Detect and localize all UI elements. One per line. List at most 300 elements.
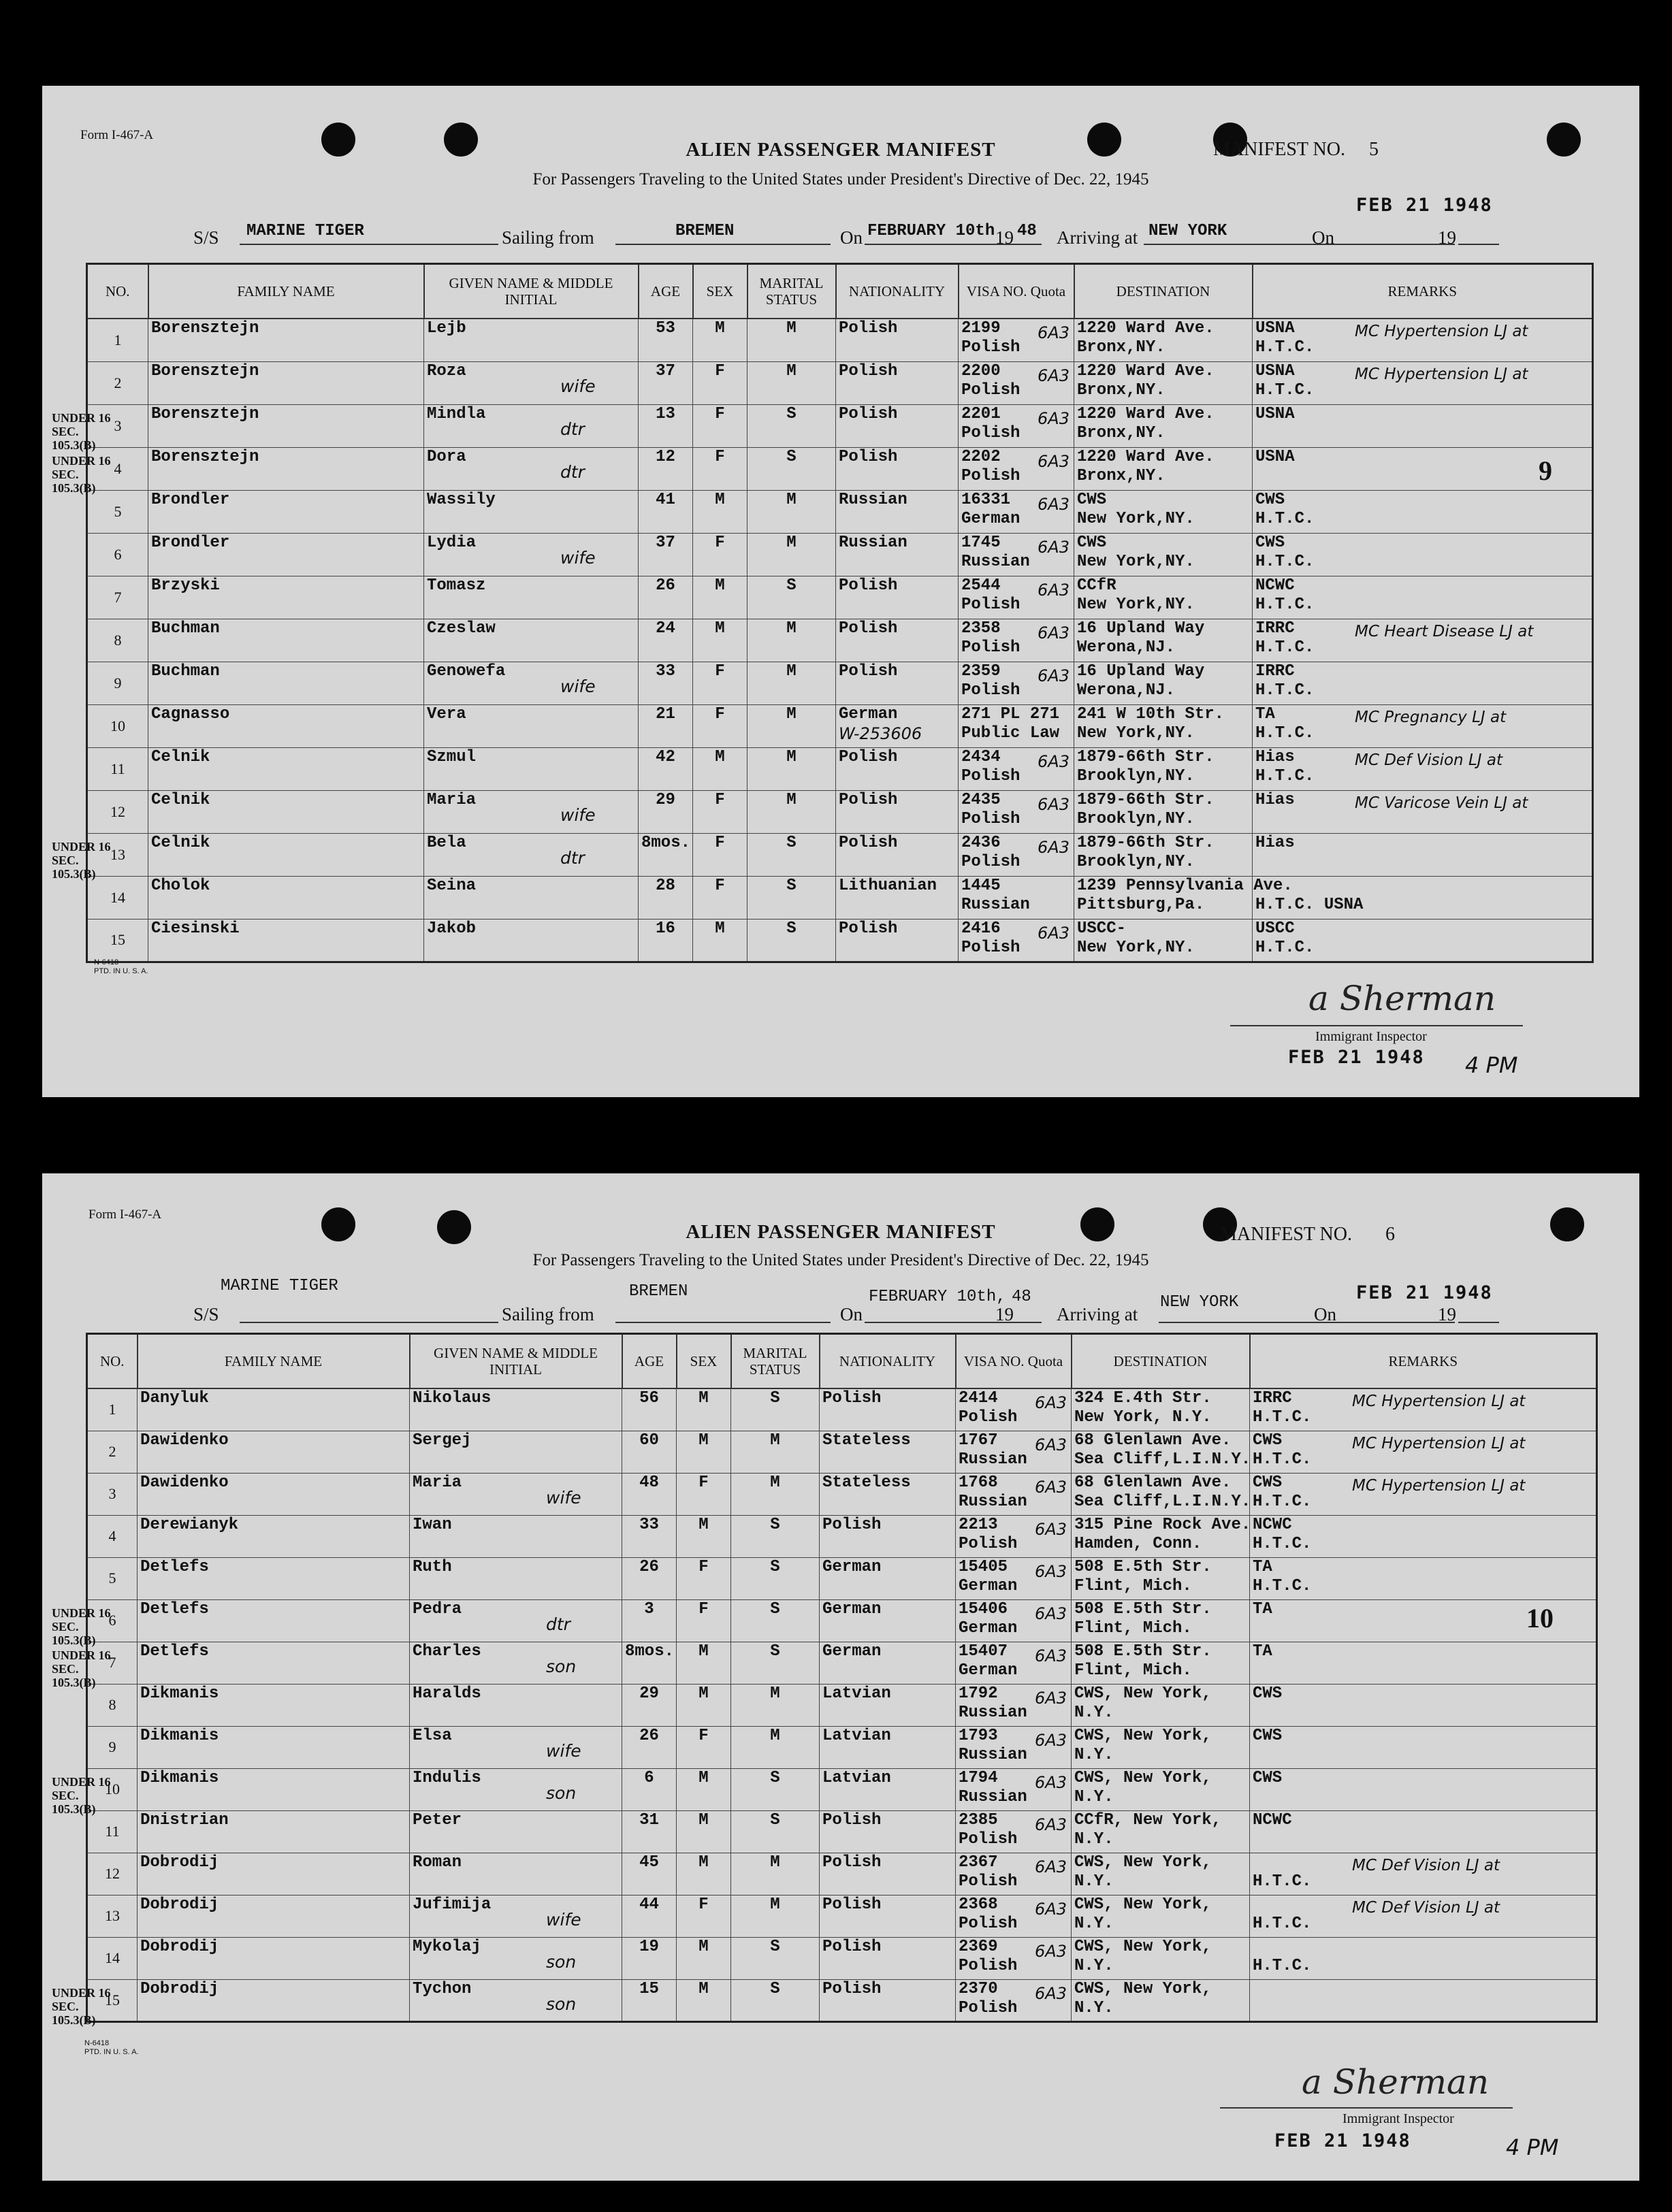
- cell-age-value: 28: [656, 876, 675, 895]
- cell-no: [87, 876, 148, 919]
- time-note: 4 PM: [1506, 2134, 1559, 2160]
- cell-remarks-value: CWS: [1253, 1726, 1283, 1745]
- cell-visa: [956, 1431, 1072, 1473]
- cell-remarks-value: CWS: [1253, 1473, 1283, 1492]
- cell-age: [639, 447, 693, 490]
- cell-given-name-value: Lejb: [427, 319, 466, 338]
- manifest-subtitle: For Passengers Traveling to the United States under President's Directive of Dec. 22, 1945: [532, 170, 1149, 189]
- passenger-table: [86, 1333, 1598, 2023]
- cell-destination-value: CWS: [1077, 490, 1107, 509]
- cell-sex-value: M: [698, 1642, 709, 1661]
- cell-sex: [677, 1388, 731, 1431]
- cell-marital-status: [731, 1895, 820, 1937]
- cell-visa: [956, 1557, 1072, 1599]
- table-row: [87, 1684, 1597, 1726]
- cell-remarks-value: USNA: [1255, 361, 1295, 380]
- cell-nationality: [820, 1557, 956, 1599]
- cell-age-value: 44: [639, 1895, 659, 1914]
- cell-destination-value: 16 Upland Way: [1077, 662, 1205, 681]
- visa-class-note: 6A3: [1038, 923, 1070, 943]
- cell-family-name: [138, 1810, 410, 1853]
- cell-destination-value: 1220 Ward Ave.: [1077, 447, 1215, 466]
- cell-age-value: 41: [656, 490, 675, 509]
- cell-sex-value: F: [715, 447, 725, 466]
- cell-age-value: 21: [656, 704, 675, 723]
- cell-marital-status-value: S: [770, 1389, 780, 1408]
- cell-family-name: [148, 833, 424, 876]
- cell-destination-value: CWS: [1077, 533, 1107, 552]
- cell-nationality: [820, 1810, 956, 1853]
- cell-destination: [1072, 1810, 1250, 1853]
- cell-destination-value: CWS, New York,: [1074, 1684, 1212, 1703]
- cell-age-value: 60: [639, 1431, 659, 1450]
- cell-visa: [956, 1515, 1072, 1557]
- cell-nationality: [836, 876, 959, 919]
- cell-given-name: [410, 1599, 622, 1642]
- cell-sex: [693, 361, 747, 404]
- cell-remarks-value: CWS: [1255, 490, 1285, 509]
- cell-no: [87, 1473, 138, 1515]
- relation-note: son: [546, 1656, 577, 1676]
- cell-family-name: [148, 533, 424, 576]
- manifest-title: ALIEN PASSENGER MANIFEST: [686, 1221, 996, 1243]
- cell-family-name-value: Derewianyk: [140, 1515, 239, 1534]
- header-family-name: FAMILY NAME: [138, 1334, 410, 1389]
- cell-visa-value: 2385: [959, 1810, 998, 1829]
- cell-remarks: [1250, 1810, 1597, 1853]
- cell-family-name-value: Buchman: [151, 662, 220, 681]
- cell-no: [87, 919, 148, 962]
- cell-visa-line2: Russian: [959, 1492, 1027, 1511]
- cell-marital-status-value: M: [770, 1853, 780, 1872]
- cell-nationality-value: Polish: [839, 619, 898, 638]
- cell-remarks: [1253, 404, 1593, 447]
- cell-marital-status: [747, 919, 836, 962]
- cell-family-name: [148, 919, 424, 962]
- cell-remarks: [1250, 1557, 1597, 1599]
- cell-family-name-value: Dnistrian: [140, 1810, 229, 1829]
- cell-family-name-value: Brzyski: [151, 576, 220, 595]
- cell-marital-status-value: M: [770, 1726, 780, 1745]
- header-sex: SEX: [693, 264, 747, 319]
- cell-nationality: [836, 919, 959, 962]
- cell-family-name-value: Dawidenko: [140, 1431, 229, 1450]
- cell-sex-value: F: [715, 876, 725, 895]
- cell-remarks: [1253, 662, 1593, 704]
- cell-visa: [956, 1853, 1072, 1895]
- date-stamp-top: FEB 21 1948: [1356, 195, 1493, 216]
- cell-age-value: 33: [639, 1515, 659, 1534]
- relation-note: wife: [546, 1909, 581, 1930]
- relation-note: son: [546, 1783, 577, 1803]
- cell-marital-status-value: S: [770, 1557, 780, 1576]
- cell-destination: [1074, 447, 1253, 490]
- cell-destination-value: CWS, New York,: [1074, 1853, 1212, 1872]
- inspector-label: Immigrant Inspector: [1315, 1029, 1427, 1044]
- cell-visa-value: 2358: [961, 619, 1001, 638]
- cell-visa: [956, 1684, 1072, 1726]
- cell-destination: [1072, 1979, 1250, 2021]
- table-row: [87, 404, 1593, 447]
- cell-age-value: 29: [639, 1684, 659, 1703]
- cell-remarks-line2: H.T.C. USNA: [1255, 895, 1364, 914]
- cell-remarks-value: USNA: [1255, 404, 1295, 423]
- cell-sex: [693, 704, 747, 747]
- cell-given-name: [424, 790, 639, 833]
- table-row: [87, 533, 1593, 576]
- cell-family-name: [138, 1515, 410, 1557]
- sail-year: 48: [1017, 222, 1037, 240]
- cell-sex: [693, 404, 747, 447]
- arriving-at: NEW YORK: [1148, 222, 1227, 240]
- header-remarks: REMARKS: [1253, 264, 1593, 319]
- form-number: Form I-467-A: [89, 1207, 162, 1222]
- cell-age: [639, 919, 693, 962]
- cell-nationality-value: Lithuanian: [839, 876, 937, 895]
- cell-destination-value: CWS, New York,: [1074, 1979, 1212, 1998]
- cell-sex-value: M: [715, 747, 725, 766]
- cell-given-name-value: Seina: [427, 876, 477, 895]
- cell-nationality: [836, 619, 959, 662]
- cell-age-value: 15: [639, 1979, 659, 1998]
- cell-remarks-line2: H.T.C.: [1253, 1872, 1312, 1891]
- cell-remarks-value: TA: [1253, 1557, 1272, 1576]
- cell-no-value: 2: [114, 374, 122, 391]
- cell-family-name: [148, 747, 424, 790]
- cell-family-name-value: Borensztejn: [151, 361, 259, 380]
- cell-given-name-value: Mykolaj: [413, 1937, 481, 1956]
- cell-given-name-value: Roza: [427, 361, 466, 380]
- cell-given-name-value: Szmul: [427, 747, 477, 766]
- cell-visa-value: 2201: [961, 404, 1001, 423]
- visa-class-note: 6A3: [1035, 1815, 1067, 1834]
- ship-name: MARINE TIGER: [246, 222, 364, 240]
- cell-remarks: [1250, 1473, 1597, 1515]
- cell-age: [622, 1473, 677, 1515]
- cell-given-name: [424, 361, 639, 404]
- year-prefix: 19: [995, 227, 1014, 248]
- cell-given-name: [424, 919, 639, 962]
- cell-destination-value: 324 E.4th Str.: [1074, 1389, 1212, 1408]
- cell-given-name: [410, 1810, 622, 1853]
- cell-nationality-value: Polish: [822, 1810, 882, 1829]
- cell-nationality-value: Stateless: [822, 1473, 911, 1492]
- cell-remarks: [1253, 704, 1593, 747]
- cell-sex-value: M: [715, 919, 725, 938]
- cell-nationality: [836, 747, 959, 790]
- cell-remarks: [1250, 1515, 1597, 1557]
- cell-given-name-value: Jufimija: [413, 1895, 492, 1914]
- table-row: [87, 1768, 1597, 1810]
- cell-visa: [959, 533, 1074, 576]
- sailing-label: Sailing from: [502, 227, 594, 248]
- cell-visa-value: 15406: [959, 1599, 1008, 1619]
- manifest-title: ALIEN PASSENGER MANIFEST: [686, 139, 996, 161]
- cell-remarks-line2: H.T.C.: [1255, 338, 1315, 357]
- cell-no-value: 8: [108, 1696, 116, 1713]
- cell-sex: [693, 533, 747, 576]
- cell-family-name: [148, 704, 424, 747]
- visa-class-note: 6A3: [1035, 1730, 1067, 1750]
- cell-no: [87, 1557, 138, 1599]
- cell-given-name-value: Czeslaw: [427, 619, 496, 638]
- cell-remarks-value: USCC: [1255, 919, 1295, 938]
- cell-visa-line2: Russian: [959, 1703, 1027, 1722]
- inspector-signature: a Sherman: [1308, 979, 1496, 1018]
- cell-remarks-line2: H.T.C.: [1253, 1914, 1312, 1933]
- cell-visa: [956, 1642, 1072, 1684]
- cell-destination-value: 1879-66th Str.: [1077, 747, 1215, 766]
- cell-marital-status: [747, 319, 836, 361]
- cell-no: [87, 747, 148, 790]
- arriving-at: NEW YORK: [1160, 1293, 1239, 1312]
- cell-no-value: 9: [108, 1738, 116, 1755]
- cell-marital-status: [747, 790, 836, 833]
- cell-age-value: 8mos.: [625, 1642, 675, 1661]
- cell-destination-value: 241 W 10th Str.: [1077, 704, 1225, 723]
- cell-age-value: 53: [656, 319, 675, 338]
- visa-class-note: 6A3: [1035, 1393, 1067, 1412]
- cell-nationality: [836, 319, 959, 361]
- cell-visa-value: 1745: [961, 533, 1001, 552]
- cell-given-name: [424, 662, 639, 704]
- table-row: [87, 704, 1593, 747]
- cell-age: [622, 1388, 677, 1431]
- cell-destination-value: 1239 Pennsylvania Ave.: [1077, 876, 1293, 895]
- cell-visa-line2: Polish: [961, 852, 1020, 871]
- manifest-sheet-6: [42, 1173, 1639, 2181]
- cell-nationality: [820, 1684, 956, 1726]
- cell-sex: [693, 833, 747, 876]
- cell-marital-status-value: M: [770, 1431, 780, 1450]
- cell-no: [87, 1810, 138, 1853]
- cell-marital-status: [747, 833, 836, 876]
- cell-remarks-line2: H.T.C.: [1255, 509, 1315, 528]
- visa-class-note: 6A3: [1035, 1772, 1067, 1792]
- cell-destination-line2: Flint, Mich.: [1074, 1576, 1192, 1595]
- cell-visa-line2: Public Law: [961, 723, 1060, 743]
- cell-sex: [677, 1557, 731, 1599]
- cell-visa-line2: Polish: [959, 1998, 1018, 2017]
- cell-given-name: [410, 1895, 622, 1937]
- print-note: PTD. IN U. S. A.: [84, 2048, 139, 2056]
- table-row: [87, 1810, 1597, 1853]
- cell-visa-value: 1792: [959, 1684, 998, 1703]
- cell-visa-line2: Polish: [961, 681, 1020, 700]
- header-destination: DESTINATION: [1072, 1334, 1250, 1389]
- cell-given-name: [424, 876, 639, 919]
- cell-visa: [956, 1768, 1072, 1810]
- cell-family-name: [148, 576, 424, 619]
- visa-class-note: 6A3: [1035, 1688, 1067, 1708]
- cell-sex: [677, 1810, 731, 1853]
- table-row: [87, 1642, 1597, 1684]
- cell-given-name: [410, 1726, 622, 1768]
- manifest-number: 6: [1385, 1224, 1395, 1245]
- cell-visa-value: 15405: [959, 1557, 1008, 1576]
- cell-visa: [956, 1388, 1072, 1431]
- cell-remarks: [1250, 1388, 1597, 1431]
- cell-family-name-value: Detlefs: [140, 1557, 209, 1576]
- cell-given-name: [424, 319, 639, 361]
- cell-sex: [693, 662, 747, 704]
- relation-note: dtr: [560, 461, 585, 482]
- relation-note: wife: [560, 376, 596, 396]
- cell-visa-line2: Russian: [959, 1450, 1027, 1469]
- cell-visa-value: 2369: [959, 1937, 998, 1956]
- cell-remarks: [1253, 833, 1593, 876]
- cell-destination-line2: Pittsburg,Pa.: [1077, 895, 1205, 914]
- header-age: AGE: [639, 264, 693, 319]
- cell-sex-value: M: [698, 1684, 709, 1703]
- table-row: [87, 1473, 1597, 1515]
- sail-date: FEBRUARY 10th,: [869, 1288, 1006, 1306]
- cell-destination: [1072, 1768, 1250, 1810]
- cell-nationality-value: Stateless: [822, 1431, 911, 1450]
- cell-given-name: [410, 1431, 622, 1473]
- cell-family-name-value: Danyluk: [140, 1389, 209, 1408]
- cell-given-name-value: Jakob: [427, 919, 477, 938]
- medical-note: MC Hypertension LJ at: [1352, 1434, 1526, 1452]
- cell-sex-value: M: [698, 1853, 709, 1872]
- visa-class-note: 6A3: [1038, 794, 1070, 814]
- inspector-signature: a Sherman: [1302, 2062, 1490, 2102]
- cell-sex: [693, 919, 747, 962]
- cell-marital-status: [747, 876, 836, 919]
- cell-no: [87, 1515, 138, 1557]
- cell-nationality-value: German: [839, 704, 898, 723]
- cell-family-name: [138, 1979, 410, 2021]
- table-row: [87, 490, 1593, 533]
- cell-family-name-value: Detlefs: [140, 1642, 209, 1661]
- cell-destination-line2: N.Y.: [1074, 1998, 1114, 2017]
- cell-visa: [959, 447, 1074, 490]
- cell-sex: [677, 1431, 731, 1473]
- arriving-label: Arriving at: [1057, 227, 1138, 248]
- cell-visa: [959, 361, 1074, 404]
- visa-class-note: 6A3: [1038, 365, 1070, 385]
- under-16-margin-note: UNDER 16 SEC. 105.3(B): [52, 411, 111, 452]
- cell-visa: [956, 1810, 1072, 1853]
- cell-remarks: [1250, 1979, 1597, 2021]
- cell-sex-value: F: [715, 533, 725, 552]
- cell-age-value: 26: [656, 576, 675, 595]
- cell-no-value: 9: [114, 674, 122, 692]
- cell-no: [87, 1684, 138, 1726]
- cell-remarks: [1250, 1431, 1597, 1473]
- cell-age: [622, 1599, 677, 1642]
- cell-age: [622, 1557, 677, 1599]
- cell-sex-value: M: [715, 319, 725, 338]
- cell-family-name: [148, 619, 424, 662]
- cell-remarks-line2: H.T.C.: [1255, 595, 1315, 614]
- cell-visa-value: 2436: [961, 833, 1001, 852]
- cell-given-name-value: Haralds: [413, 1684, 481, 1703]
- print-code: N-6418: [94, 958, 119, 966]
- date-stamp-bottom: FEB 21 1948: [1288, 1047, 1425, 1068]
- cell-destination: [1074, 533, 1253, 576]
- cell-given-name-value: Maria: [427, 790, 477, 809]
- cell-family-name: [138, 1431, 410, 1473]
- cell-no-value: 13: [105, 1907, 120, 1924]
- under-16-margin-note: UNDER 16 SEC. 105.3(B): [52, 1648, 111, 1689]
- cell-no: [87, 619, 148, 662]
- cell-marital-status-value: M: [770, 1895, 780, 1914]
- cell-destination-line2: New York,NY.: [1077, 595, 1195, 614]
- cell-remarks: [1250, 1937, 1597, 1979]
- cell-marital-status-value: S: [786, 447, 797, 466]
- cell-remarks-line2: H.T.C.: [1253, 1534, 1312, 1553]
- cell-remarks: [1253, 919, 1593, 962]
- cell-age-value: 48: [639, 1473, 659, 1492]
- cell-nationality: [836, 833, 959, 876]
- table-row: [87, 1726, 1597, 1768]
- cell-nationality: [836, 704, 959, 747]
- cell-visa-line2: Polish: [961, 766, 1020, 785]
- header-marital-status: MARITAL STATUS: [731, 1334, 820, 1389]
- cell-no-value: 4: [108, 1527, 116, 1544]
- cell-given-name-value: Bela: [427, 833, 466, 852]
- cell-given-name-value: Mindla: [427, 404, 486, 423]
- cell-age-value: 45: [639, 1853, 659, 1872]
- cell-visa-value: 1445: [961, 876, 1001, 895]
- cell-family-name: [138, 1599, 410, 1642]
- cell-destination-line2: N.Y.: [1074, 1787, 1114, 1806]
- cell-family-name-value: Buchman: [151, 619, 220, 638]
- cell-destination-line2: N.Y.: [1074, 1745, 1114, 1764]
- cell-age-value: 37: [656, 361, 675, 380]
- cell-marital-status-value: S: [786, 833, 797, 852]
- cell-destination-line2: New York,NY.: [1077, 723, 1195, 743]
- visa-class-note: 6A3: [1035, 1646, 1067, 1665]
- cell-sex: [693, 790, 747, 833]
- table-row: [87, 790, 1593, 833]
- cell-no-value: 5: [114, 502, 122, 520]
- table-row: [87, 833, 1593, 876]
- cell-destination: [1074, 319, 1253, 361]
- cell-nationality-value: Polish: [839, 576, 898, 595]
- cell-age: [639, 619, 693, 662]
- cell-visa-line2: Polish: [961, 466, 1020, 485]
- cell-nationality: [836, 662, 959, 704]
- table-row: [87, 1515, 1597, 1557]
- cell-remarks-value: TA: [1253, 1599, 1272, 1619]
- cell-visa: [959, 876, 1074, 919]
- cell-age: [639, 876, 693, 919]
- cell-remarks: [1253, 790, 1593, 833]
- relation-note: dtr: [546, 1614, 570, 1634]
- cell-sex-value: M: [698, 1937, 709, 1956]
- relation-note: son: [546, 1994, 577, 2014]
- cell-nationality-value: Polish: [839, 919, 898, 938]
- cell-marital-status-value: M: [786, 662, 797, 681]
- cell-given-name-value: Wassily: [427, 490, 496, 509]
- cell-visa-value: 16331: [961, 490, 1011, 509]
- cell-sex-value: F: [698, 1895, 709, 1914]
- cell-family-name-value: Dobrodij: [140, 1853, 219, 1872]
- cell-destination: [1074, 919, 1253, 962]
- cell-visa-line2: Polish: [959, 1408, 1018, 1427]
- cell-no: [87, 533, 148, 576]
- cell-destination: [1074, 576, 1253, 619]
- cell-sex-value: F: [715, 662, 725, 681]
- cell-nationality-value: Russian: [839, 490, 907, 509]
- cell-nationality: [820, 1768, 956, 1810]
- passenger-table: [86, 263, 1594, 963]
- cell-family-name-value: Borensztejn: [151, 319, 259, 338]
- cell-visa-value: 1794: [959, 1768, 998, 1787]
- cell-family-name-value: Borensztejn: [151, 447, 259, 466]
